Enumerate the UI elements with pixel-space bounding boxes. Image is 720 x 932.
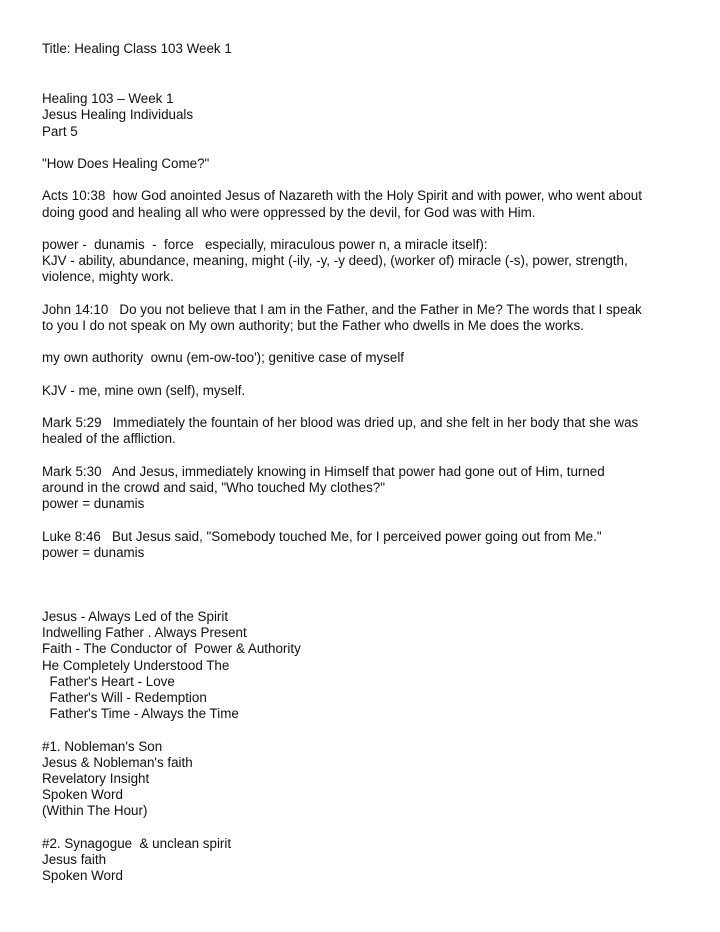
authority-definition-block <box>42 350 692 366</box>
list-item: Revelatory Insight <box>42 770 150 786</box>
list-item: Jesus - Always Led of the Spirit <box>42 608 229 624</box>
definition-line: KJV - ability, abundance, meaning, might (-ily, -y, -y deed), (worker of) miracle (-s), power, strength, <box>42 253 628 269</box>
case-1-block <box>42 739 692 820</box>
question-block <box>42 156 692 172</box>
list-item: Father's Heart - Love <box>42 673 175 689</box>
scripture-line: doing good and healing all who were oppressed by the devil, for God was with Him. <box>42 204 536 220</box>
header-block <box>42 91 692 140</box>
list-item: #1. Nobleman's Son <box>42 738 163 754</box>
list-item: Spoken Word <box>42 787 123 803</box>
scripture-line: John 14:10 Do you not believe that I am in the Father, and the Father in Me? The words that I speak <box>42 301 642 317</box>
scripture-line: Acts 10:38 how God anointed Jesus of Nazareth with the Holy Spirit and with power, who went about <box>42 188 642 204</box>
header-line: Jesus Healing Individuals <box>42 107 194 123</box>
mark-5-29-block <box>42 415 692 447</box>
list-item: Spoken Word <box>42 868 123 884</box>
note-line: power = dunamis <box>42 544 145 560</box>
power-definition-block <box>42 237 692 286</box>
list-item: Father's Time - Always the Time <box>42 706 239 722</box>
definition-line: power - dunamis - force especially, miraculous power n, a miracle itself): <box>42 236 488 252</box>
kjv-me-block <box>42 383 692 399</box>
scripture-line: Mark 5:29 Immediately the fountain of her blood was dried up, and she felt in her body that she was <box>42 415 639 431</box>
list-item: Jesus & Nobleman's faith <box>42 754 193 770</box>
acts-block <box>42 188 692 220</box>
mark-5-30-block <box>42 464 692 513</box>
question-line: "How Does Healing Come?" <box>42 156 210 171</box>
spacer <box>42 57 692 91</box>
jesus-list-block <box>42 609 692 722</box>
header-line: Part 5 <box>42 123 78 139</box>
scripture-line: around in the crowd and said, "Who touched My clothes?" <box>42 479 385 495</box>
definition-line: my own authority ownu (em-ow-too'); genitive case of myself <box>42 350 405 366</box>
definition-line: violence, mighty work. <box>42 269 174 285</box>
list-item: #2. Synagogue & unclean spirit <box>42 835 232 851</box>
list-item: Indwelling Father . Always Present <box>42 625 247 641</box>
list-item: Father's Will - Redemption <box>42 689 207 705</box>
list-item: Jesus faith <box>42 851 107 867</box>
luke-block <box>42 529 692 561</box>
scripture-line: Mark 5:30 And Jesus, immediately knowing in Himself that power had gone out of Him, turned <box>42 463 605 479</box>
spacer <box>42 561 692 609</box>
scripture-line: Luke 8:46 But Jesus said, "Somebody touched Me, for I perceived power going out from Me." <box>42 528 602 544</box>
scripture-line: to you I do not speak on My own authority; but the Father who dwells in Me does the works. <box>42 317 584 333</box>
john-block <box>42 302 692 334</box>
scripture-line: healed of the affliction. <box>42 431 176 447</box>
document-page <box>42 41 692 884</box>
document-title: Title: Healing Class 103 Week 1 <box>42 41 232 56</box>
list-item: Faith - The Conductor of Power & Authority <box>42 641 301 657</box>
note-line: power = dunamis <box>42 496 145 512</box>
list-item: (Within The Hour) <box>42 803 148 819</box>
header-line: Healing 103 – Week 1 <box>42 91 174 107</box>
case-2-block <box>42 836 692 885</box>
definition-line: KJV - me, mine own (self), myself. <box>42 382 246 398</box>
list-item: He Completely Understood The <box>42 657 230 673</box>
